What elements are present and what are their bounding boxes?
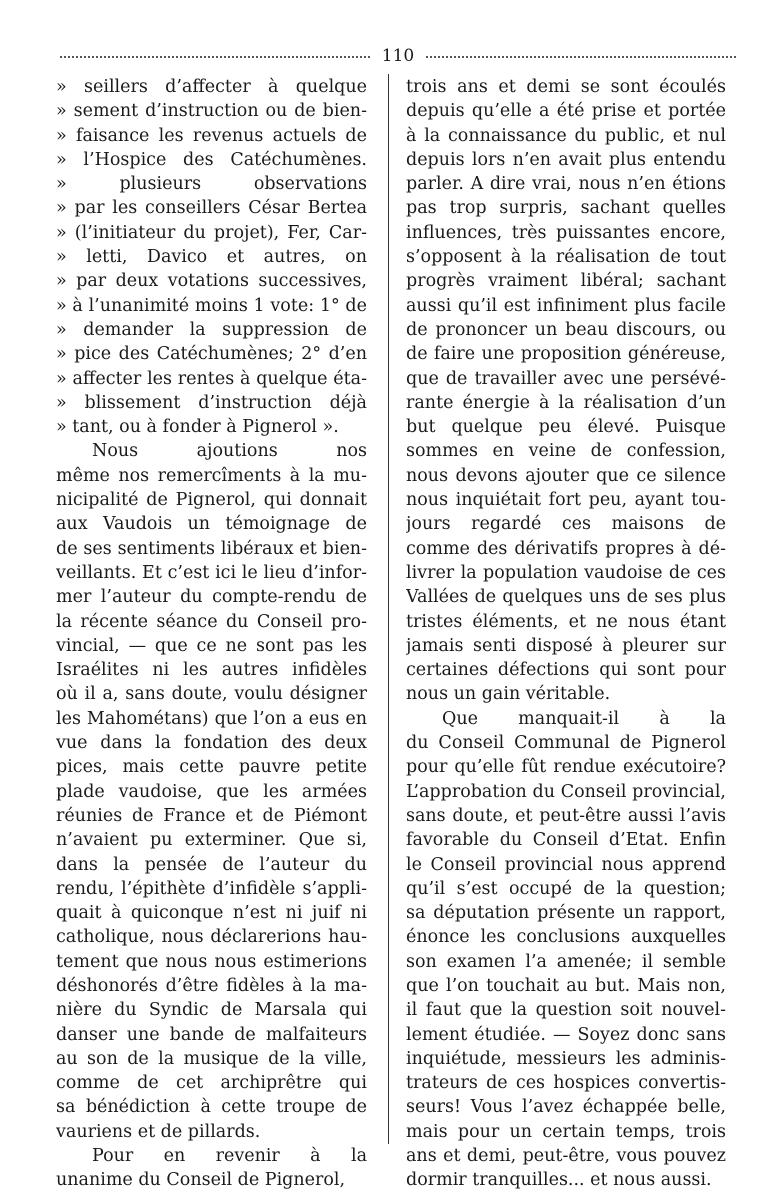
text-line: vue dans la fondation des deux (56, 733, 367, 754)
text-line: Pour en revenir à la (92, 1146, 367, 1167)
running-header (60, 44, 736, 68)
text-line: quait à quiconque n’est ni juif ni (56, 903, 367, 924)
text-line: énonce les conclusions auxquelles (406, 927, 726, 948)
text-line: vincial, — que ce ne sont pas les (56, 635, 367, 656)
text-line: sa députation présente un rapport, (406, 903, 726, 924)
text-line: unanime du Conseil de Pignerol, (56, 1170, 346, 1191)
text-line: » à l’unanimité moins 1 vote: 1° de (56, 295, 367, 316)
text-line: depuis qu’elle a été prise et portée (406, 101, 726, 122)
text-line: » demander la suppression de (56, 319, 367, 340)
text-line: qu’il s’est occupé de la question; (406, 878, 726, 899)
text-line: comme des dérivatifs propres à dé- (406, 538, 726, 559)
text-line: » tant, ou à fonder à Pignerol ». (56, 417, 339, 438)
text-line: catholique, nous déclarerions hau- (56, 927, 367, 948)
text-line: les Mahométans) que l’on a eus en (56, 708, 367, 729)
text-line: à la connaissance du public, et nul (406, 125, 726, 146)
text-line: jours regardé ces maisons de (406, 514, 726, 535)
text-line: danser une bande de malfaiteurs (56, 1024, 367, 1045)
text-line: trois ans et demi se sont écoulés (406, 77, 726, 97)
text-line: il faut que la question soit nouvel- (406, 1000, 726, 1021)
text-line: » par les conseillers César Bertea (56, 198, 367, 219)
text-line: » (l’initiateur du projet), Fer, Car- (56, 222, 367, 243)
text-line: Vallées de quelques uns de ses plus (406, 587, 726, 608)
text-line: aux Vaudois un témoignage de (56, 514, 367, 535)
text-line: favorable du Conseil d’Etat. Enfin (406, 830, 726, 851)
text-line: certaines défections qui sont pour (406, 660, 726, 681)
text-line: sans doute, et peut-être aussi l’avis (406, 805, 726, 826)
text-line: où il a, sans doute, voulu désigner (56, 684, 367, 705)
text-line: plade vaudoise, que les armées (56, 781, 367, 802)
text-line: le Conseil provincial nous apprend (406, 854, 726, 875)
text-line: tristes éléments, et ne nous étant (406, 611, 726, 632)
text-line: » letti, Davico et autres, on (56, 247, 367, 268)
text-line: parler. A dire vrai, nous n’en étions (406, 174, 726, 195)
text-line: rante énergie à la réalisation d’un (406, 392, 726, 413)
text-line: dormir tranquilles... et nous aussi. (406, 1170, 712, 1191)
text-line: jamais senti disposé à pleurer sur (406, 635, 726, 656)
text-line: Que manquait-il à la (442, 708, 726, 729)
text-line: s’opposent à la réalisation de tout (406, 247, 726, 268)
text-line: nous inquiétait fort peu, ayant tou- (406, 490, 726, 511)
text-line: » affecter les rentes à quelque éta- (56, 368, 367, 389)
text-line: inquiétude, messieurs les adminis- (406, 1048, 726, 1069)
text-line: de faire une proposition généreuse, (406, 344, 726, 365)
text-line: rendu, l’épithète d’infidèle s’appli- (56, 878, 367, 899)
header-ornament-right (426, 56, 736, 58)
text-line: progrès vraiment libéral; sachant (406, 271, 726, 292)
text-line: pas trop surpris, sachant quelles (406, 198, 726, 219)
text-line: livrer la population vaudoise de ces (406, 562, 726, 583)
text-line: » plusieurs observations (56, 174, 367, 195)
text-line: ans et demi, peut-être, vous pouvez (406, 1146, 726, 1167)
text-line: » blissement d’instruction déjà (56, 392, 367, 413)
text-line: sa bénédiction à cette troupe de (56, 1097, 367, 1118)
text-line: que l’on touchait au but. Mais non, (406, 975, 726, 996)
text-line: depuis lors n’en avait plus entendu (406, 149, 726, 170)
text-line: » par deux votations successives, (56, 271, 367, 292)
text-line: au son de la musique de la ville, (56, 1048, 367, 1069)
text-line: même nos remercîments à la mu- (56, 465, 367, 486)
text-line: » faisance les revenus actuels de (56, 125, 367, 146)
text-line: veillants. Et c’est ici le lieu d’infor- (56, 562, 367, 583)
text-line: » seillers d’affecter à quelque (56, 77, 367, 97)
text-line: Nous ajoutions nos (92, 441, 367, 462)
text-line: Israélites ni les autres infidèles (56, 660, 367, 681)
text-line: pices, mais cette pauvre petite (56, 757, 367, 778)
text-line: déshonorés d’être fidèles à la ma- (56, 975, 367, 996)
text-line: seurs! Vous l’avez échappée belle, (406, 1097, 726, 1118)
text-line: n’avaient pu exterminer. Que si, (56, 830, 367, 851)
text-line: comme de cet archiprêtre qui (56, 1073, 367, 1094)
text-line: nous un gain véritable. (406, 684, 611, 705)
text-line: la récente séance du Conseil pro- (56, 611, 367, 632)
text-line: lement étudiée. — Soyez donc sans (406, 1024, 726, 1045)
text-line: dans la pensée de l’auteur du (56, 854, 367, 875)
text-line: mais pour un certain temps, trois (406, 1121, 726, 1142)
text-line: réunies de France et de Piémont (56, 805, 367, 826)
text-line: tement que nous nous estimerions (56, 951, 367, 972)
text-line: nière du Syndic de Marsala qui (56, 1000, 367, 1021)
page-number: 110 (381, 46, 415, 66)
text-line: de ses sentiments libéraux et bien- (56, 538, 367, 559)
text-line: nicipalité de Pignerol, qui donnait (56, 490, 367, 511)
text-line: » sement d’instruction ou de bien- (56, 101, 367, 122)
text-line: mer l’auteur du compte-rendu de (56, 587, 367, 608)
text-line: du Conseil Communal de Pignerol (406, 733, 726, 754)
text-line: » pice des Catéchumènes; 2° d’en (56, 344, 367, 365)
right-text-column (406, 75, 726, 1193)
text-line: but quelque peu élevé. Puisque (406, 417, 726, 438)
text-line: aussi qu’il est infiniment plus facile (406, 295, 726, 316)
column-divider (388, 74, 389, 1144)
left-text-column (56, 75, 367, 1193)
text-line: L’approbation du Conseil provincial, (406, 781, 726, 802)
text-line: son examen l’a amenée; il semble (406, 951, 726, 972)
text-line: trateurs de ces hospices convertis- (406, 1073, 726, 1094)
text-line: » l’Hospice des Catéchumènes. (56, 149, 367, 170)
text-line: que de travailler avec une persévé- (406, 368, 726, 389)
text-line: influences, très puissantes encore, (406, 222, 726, 243)
text-line: de prononcer un beau discours, ou (406, 319, 726, 340)
text-line: nous devons ajouter que ce silence (406, 465, 726, 486)
text-line: vauriens et de pillards. (56, 1121, 261, 1142)
text-line: sommes en veine de confession, (406, 441, 726, 462)
text-line: pour qu’elle fût rendue exécutoire? (406, 757, 726, 778)
